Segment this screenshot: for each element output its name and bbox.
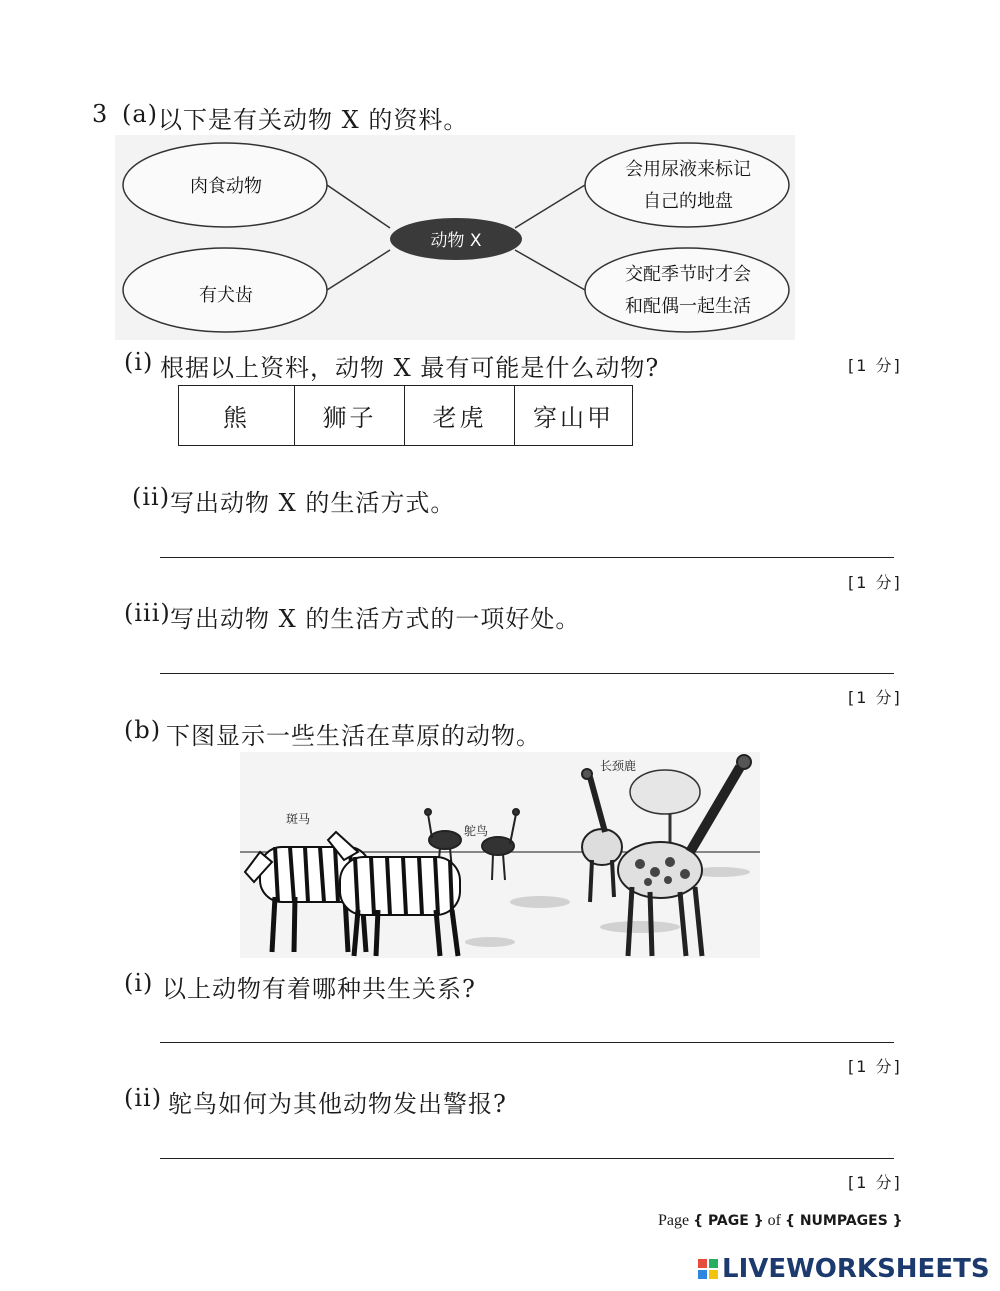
- mindmap-node-territory: [585, 143, 789, 227]
- label-zebra: 斑马: [285, 812, 311, 826]
- mindmap-text-canine: 有犬齿: [199, 285, 253, 306]
- part-a-i-text: 根据以上资料，动物 X 最有可能是什么动物?: [160, 354, 660, 382]
- part-b-ii-text: 鸵鸟如何为其他动物发出警报?: [168, 1090, 507, 1118]
- part-a-iii-marks: [1 分]: [848, 688, 902, 707]
- page-footer: [658, 1212, 903, 1230]
- footer-of-word: of: [767, 1212, 781, 1229]
- choice-bear[interactable]: 熊: [179, 386, 295, 446]
- answer-line-b-ii[interactable]: [160, 1158, 894, 1159]
- part-a-i-marks: [1 分]: [848, 356, 902, 375]
- question-number: 3: [92, 100, 109, 128]
- choice-lion[interactable]: 狮子: [295, 386, 405, 446]
- mindmap-text-mating-1: 交配季节时才会: [625, 264, 751, 285]
- liveworksheets-logo[interactable]: [698, 1253, 990, 1285]
- part-a-iii-label: (iii): [124, 599, 171, 627]
- footer-page-word: Page: [658, 1212, 690, 1229]
- label-ostrich: 鸵鸟: [463, 824, 489, 838]
- brand-name: LIVEWORKSHEETS: [722, 1254, 990, 1284]
- part-b-i-text: 以上动物有着哪种共生关系?: [162, 975, 476, 1003]
- mindmap-text-territory-2: 自己的地盘: [643, 191, 733, 212]
- part-a-iii-text: 写出动物 X 的生活方式的一项好处。: [170, 605, 581, 633]
- part-b-label: (b): [124, 716, 162, 744]
- savanna-scene: [240, 752, 760, 958]
- part-a-ii-text: 写出动物 X 的生活方式。: [170, 489, 456, 517]
- part-a-i-label: (i): [124, 348, 154, 376]
- footer-numpages-field: { NUMPAGES }: [784, 1213, 903, 1229]
- answer-line-a-iii[interactable]: [160, 673, 894, 674]
- part-a-text: 以下是有关动物 X 的资料。: [158, 106, 469, 134]
- mindmap-text-carnivore: 肉食动物: [190, 176, 262, 197]
- part-b-i-label: (i): [124, 969, 154, 997]
- part-b-text: 下图显示一些生活在草原的动物。: [166, 722, 541, 750]
- choice-table: [178, 385, 633, 446]
- mindmap-text-territory-1: 会用尿液来标记: [625, 159, 751, 180]
- brand-blocks-icon: [698, 1259, 718, 1279]
- label-giraffe: 长颈鹿: [599, 759, 637, 773]
- choice-pangolin[interactable]: 穿山甲: [515, 386, 633, 446]
- answer-line-b-i[interactable]: [160, 1042, 894, 1043]
- part-b-ii-marks: [1 分]: [848, 1173, 902, 1192]
- part-b-i-marks: [1 分]: [848, 1057, 902, 1076]
- part-a-ii-label: (ii): [132, 483, 171, 511]
- mindmap-text-mating-2: 和配偶一起生活: [625, 296, 751, 317]
- mindmap-diagram: [115, 135, 795, 340]
- part-b-ii-label: (ii): [124, 1084, 163, 1112]
- part-a-label: (a): [122, 100, 159, 128]
- choice-tiger[interactable]: 老虎: [405, 386, 515, 446]
- part-a-ii-marks: [1 分]: [848, 573, 902, 592]
- footer-page-field: { PAGE }: [693, 1213, 764, 1229]
- answer-line-a-ii[interactable]: [160, 557, 894, 558]
- mindmap-node-mating: [585, 248, 789, 332]
- mindmap-center-text: 动物 X: [430, 231, 482, 251]
